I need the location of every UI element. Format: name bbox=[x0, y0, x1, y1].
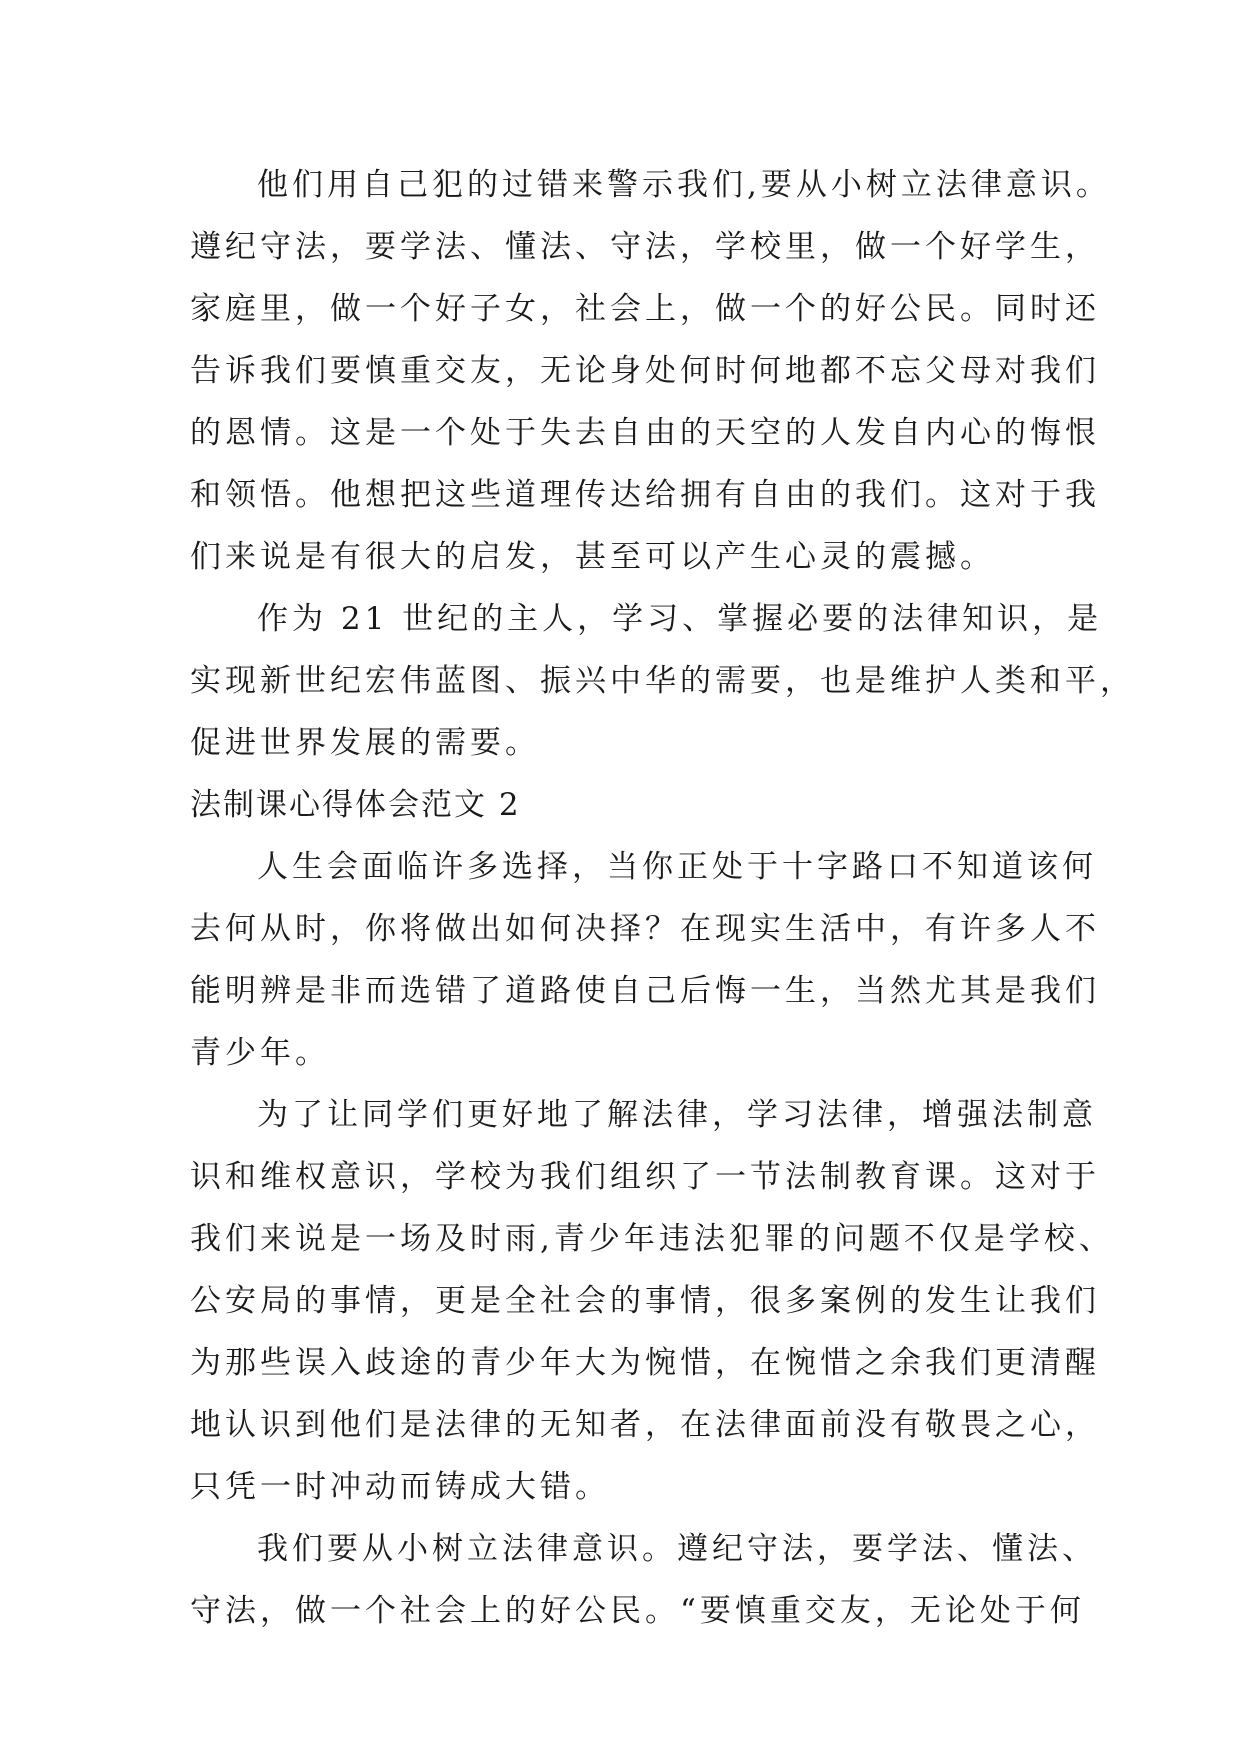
text-line: 人生会面临许多选择，当你正处于十字路口不知道该何 bbox=[257, 849, 1097, 885]
paragraph bbox=[190, 1084, 1114, 1518]
text-line: 他们用自己犯的过错来警示我们,要从小树立法律意识。 bbox=[257, 167, 1111, 203]
paragraph bbox=[190, 154, 1111, 588]
text-line: 守法，做一个社会上的好公民。“要慎重交友，无论处于何 bbox=[190, 1593, 1085, 1629]
text-line: 识和维权意识，学校为我们组织了一节法制教育课。这对于 bbox=[190, 1159, 1100, 1195]
text-line: 家庭里，做一个好子女，社会上，做一个的好公民。同时还 bbox=[190, 291, 1100, 327]
section-heading: 法制课心得体会范文 2 bbox=[190, 787, 521, 823]
text-line: 我们要从小树立法律意识。遵纪守法，要学法、懂法、 bbox=[257, 1531, 1097, 1567]
text-line: 为那些误入歧途的青少年大为惋惜，在惋惜之余我们更清醒 bbox=[190, 1345, 1100, 1381]
paragraph bbox=[190, 588, 1135, 774]
text-line: 为了让同学们更好地了解法律，学习法律，增强法制意 bbox=[257, 1097, 1097, 1133]
text-line: 们来说是有很大的启发，甚至可以产生心灵的震撼。 bbox=[190, 539, 995, 575]
text-line: 地认识到他们是法律的无知者，在法律面前没有敬畏之心， bbox=[190, 1407, 1100, 1443]
text-line: 的恩情。这是一个处于失去自由的天空的人发自内心的悔恨 bbox=[190, 415, 1100, 451]
text-line: 我们来说是一场及时雨,青少年违法犯罪的问题不仅是学校、 bbox=[190, 1221, 1114, 1257]
text-line: 实现新世纪宏伟蓝图、振兴中华的需要，也是维护人类和平， bbox=[190, 663, 1135, 699]
document-body bbox=[190, 154, 1135, 1642]
text-line: 去何从时，你将做出如何决择？在现实生活中，有许多人不 bbox=[190, 911, 1100, 947]
text-line: 告诉我们要慎重交友，无论身处何时何地都不忘父母对我们 bbox=[190, 353, 1100, 389]
text-line: 青少年。 bbox=[190, 1035, 330, 1071]
text-line: 公安局的事情，更是全社会的事情，很多案例的发生让我们 bbox=[190, 1283, 1100, 1319]
paragraph bbox=[190, 836, 1100, 1084]
text-line: 和领悟。他想把这些道理传达给拥有自由的我们。这对于我 bbox=[190, 477, 1100, 513]
text-line: 能明辨是非而选错了道路使自己后悔一生，当然尤其是我们 bbox=[190, 973, 1100, 1009]
text-line: 遵纪守法，要学法、懂法、守法，学校里，做一个好学生， bbox=[190, 229, 1100, 265]
paragraph bbox=[190, 1518, 1097, 1642]
text-line: 只凭一时冲动而铸成大错。 bbox=[190, 1469, 610, 1505]
text-line: 作为 21 世纪的主人，学习、掌握必要的法律知识，是 bbox=[257, 601, 1103, 637]
text-line: 促进世界发展的需要。 bbox=[190, 725, 540, 761]
